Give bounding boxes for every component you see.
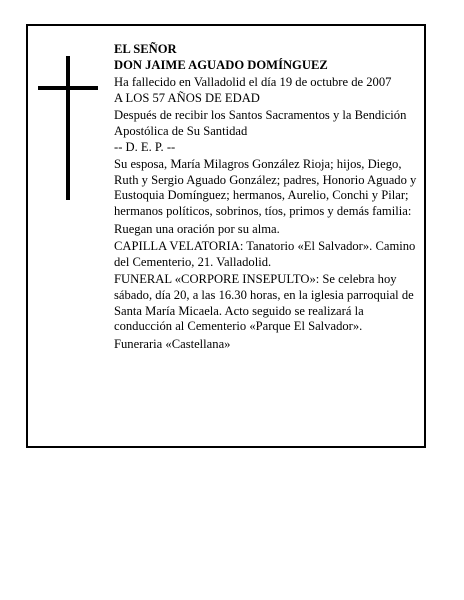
chapel-info: CAPILLA VELATORIA: Tanatorio «El Salvador». Camino del Cementerio, 21. Valladolid. [114,239,416,269]
prayer-request: Ruegan una oración por su alma. [114,221,280,236]
death-statement: Ha fallecido en Valladolid el día 19 de octubre de 2007 [114,75,392,90]
age-statement: A LOS 57 AÑOS DE EDAD [114,90,260,105]
cross-vertical-bar [66,56,70,200]
cross-icon [38,56,98,200]
obituary-notice [26,24,426,448]
deceased-name: DON JAIME AGUADO DOMÍNGUEZ [114,57,328,72]
family-list: Su esposa, María Milagros González Rioja; hijos, Diego, Ruth y Sergio Aguado González; padres, Honorio Aguado y Eustoquia Domínguez; hermanos, Aurelio, Conchi y Pilar; hermanos políticos, sobrinos, tíos, primos y demás familia: [114,157,417,218]
cross-horizontal-bar [38,86,98,90]
funeral-home: Funeraria «Castellana» [114,336,231,351]
notice-text [114,42,424,352]
funeral-info: FUNERAL «CORPORE INSEPULTO»: Se celebra hoy sábado, día 20, a las 16.30 horas, en la iglesia parroquial de Santa María Micaela. Acto seguido se realizará la conducción al Cementerio «Parque El Salvador». [114,272,414,334]
sacraments-statement: Después de recibir los Santos Sacramentos y la Bendición Apostólica de Su Santidad [114,108,407,138]
deceased-title: EL SEÑOR [114,42,177,56]
rip-line: -- D. E. P. -- [114,139,176,154]
